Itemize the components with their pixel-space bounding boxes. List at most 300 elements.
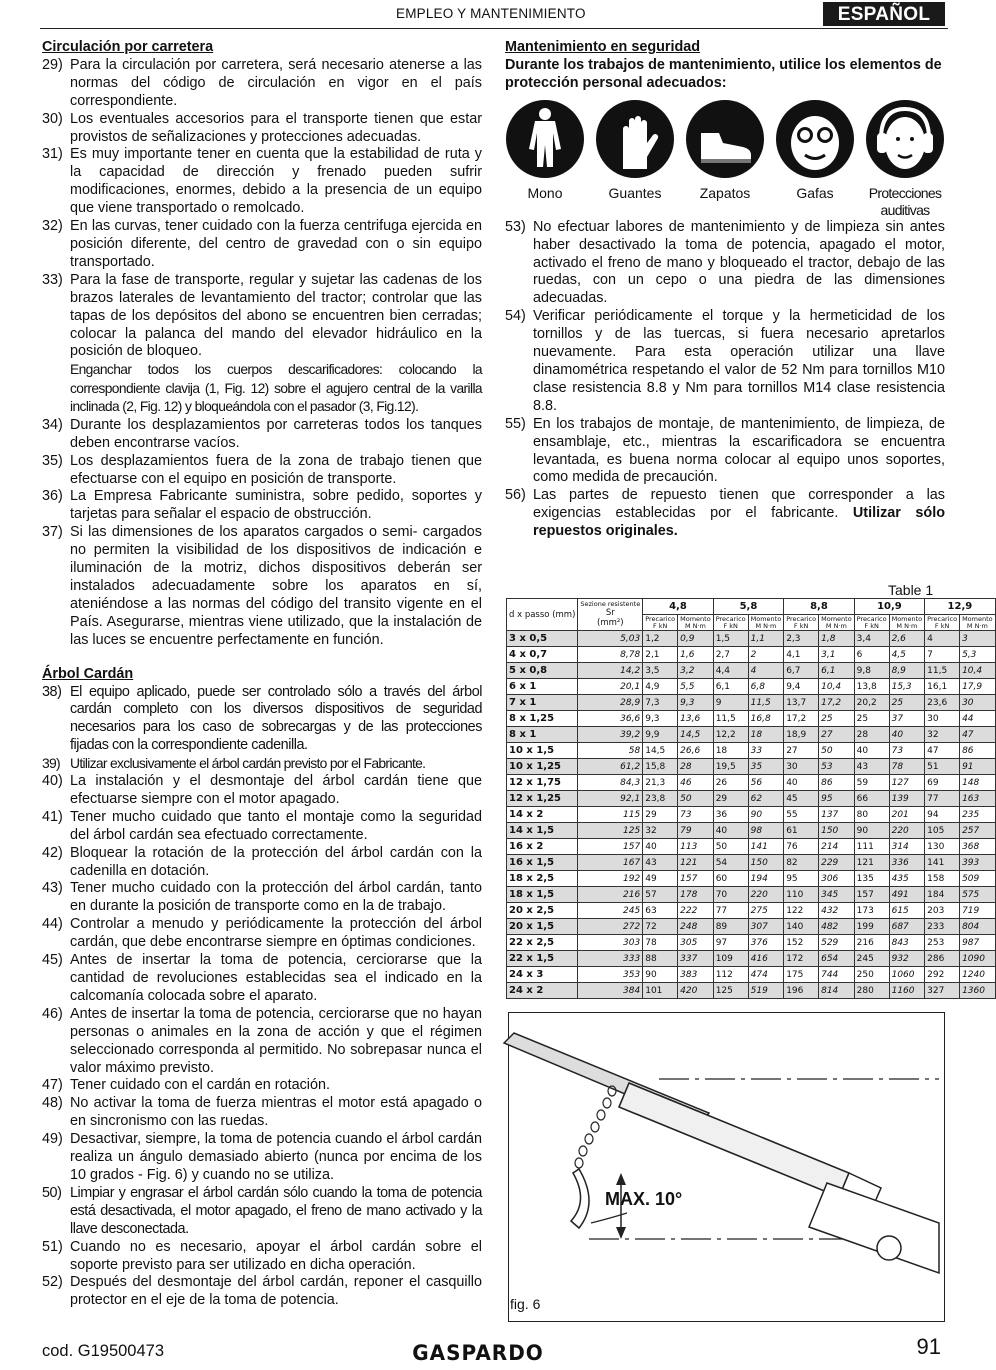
item-30: 30) Los eventuales accesorios para el transporte tienen que estar provistos de señalizaciones y protecciones adecuadas.	[42, 110, 482, 145]
cell-sr: 14,2	[578, 663, 643, 679]
cell-momento: 314	[889, 839, 925, 855]
cell-precarico: 63	[643, 903, 678, 919]
cell-momento: 4,5	[889, 647, 925, 663]
cell-precarico: 9,8	[854, 663, 889, 679]
cell-momento: 1,1	[748, 631, 784, 647]
ppe-coverall	[505, 99, 585, 219]
cell-momento: 491	[889, 887, 925, 903]
language-tab: ESPAÑOL	[823, 2, 945, 26]
cell-precarico: 89	[713, 919, 748, 935]
section-title-maintenance: Mantenimiento en seguridad	[505, 39, 701, 55]
table-row	[507, 807, 996, 823]
cell-momento: 529	[819, 935, 855, 951]
cell-momento: 13,6	[678, 711, 714, 727]
cell-precarico: 29	[713, 791, 748, 807]
cell-sr: 8,78	[578, 647, 643, 663]
max-angle-label: MAX. 10°	[605, 1189, 683, 1209]
item-38: 38) El equipo aplicado, puede ser controlado sólo a través del árbol cardán completo con los diversos dispositivos de seguridad necesarios para los caso de sobrecargas y de las protecciones fijadas con la correspondiente cadenilla.	[42, 683, 482, 754]
cell-precarico: 253	[925, 935, 960, 951]
item-41: 41) Tener mucho cuidado que tanto el montaje como la seguridad del árbol cardán sea efectuado correctamente.	[42, 808, 482, 843]
cell-precarico: 29	[643, 807, 678, 823]
cell-precarico: 36	[713, 807, 748, 823]
cell-momento: 25	[819, 711, 855, 727]
header-title: EMPLEO Y MANTENIMIENTO	[396, 6, 586, 21]
table-row	[507, 839, 996, 855]
subcol-precarico: Precarico F kN	[713, 615, 748, 631]
cell-precarico: 11,5	[713, 711, 748, 727]
table-row	[507, 775, 996, 791]
cell-momento: 843	[889, 935, 925, 951]
cell-precarico: 9,3	[643, 711, 678, 727]
cell-precarico: 25	[854, 711, 889, 727]
cell-precarico: 175	[784, 967, 819, 983]
subcol-precarico: Precarico F kN	[643, 615, 678, 631]
cell-precarico: 15,8	[643, 759, 678, 775]
item-43: 43) Tener mucho cuidado con la protección del árbol cardán, tanto en durante la posición de transporte como en la de trabajo.	[42, 880, 482, 915]
cell-precarico: 43	[643, 855, 678, 871]
cell-precarico: 32	[925, 727, 960, 743]
table-row	[507, 951, 996, 967]
cell-momento: 5,5	[678, 679, 714, 695]
item-39: 39) Utilizar exclusivamente el árbol cardán previsto por el Fabricante.	[42, 755, 426, 772]
cell-precarico: 27	[784, 743, 819, 759]
cell-size: 4 x 0,7	[507, 647, 578, 663]
cell-precarico: 184	[925, 887, 960, 903]
ppe-subhead: Durante los trabajos de mantenimiento, utilice los elementos de protección personal adecuados:	[505, 56, 942, 91]
cell-momento: 73	[678, 807, 714, 823]
item-40: 40) La instalación y el desmontaje del árbol cardán tiene que efectuarse siempre con el motor apagado.	[42, 773, 482, 807]
item-49: 49) Desactivar, siempre, la toma de potencia cuando el árbol cardán realiza un ángulo demasiado abierto (nunca por encima de los 10 grados - Fig. 6) y cuando no se utiliza.	[42, 1131, 482, 1183]
cell-precarico: 30	[925, 711, 960, 727]
cell-momento: 46	[678, 775, 714, 791]
cell-precarico: 292	[925, 967, 960, 983]
shoes-icon	[685, 99, 765, 179]
item-33: 33) Para la fase de transporte, regular y sujetar las cadenas de los brazos laterales de levantamiento del tractor; controlar que las tapas de los depósitos del abono se encuentren bien cerradas; colocar la palanca del mando del elevador hidráulico en la posición de bloqueo.	[42, 271, 482, 360]
cell-size: 16 x 1,5	[507, 855, 578, 871]
cell-momento: 50	[819, 743, 855, 759]
item-35: 35) Los desplazamientos fuera de la zona de trabajo tienen que efectuarse con el equipo en posición de transporte.	[42, 452, 482, 487]
cell-momento: 18	[748, 727, 784, 743]
cell-momento: 148	[960, 775, 996, 791]
cell-precarico: 60	[713, 871, 748, 887]
cell-momento: 79	[678, 823, 714, 839]
cell-momento: 121	[678, 855, 714, 871]
cell-precarico: 9,9	[643, 727, 678, 743]
page-number: 91	[916, 1334, 941, 1359]
cell-momento: 0,9	[678, 631, 714, 647]
cell-momento: 56	[748, 775, 784, 791]
cell-precarico: 14,5	[643, 743, 678, 759]
cell-momento: 17,9	[960, 679, 996, 695]
cell-momento: 6,8	[748, 679, 784, 695]
cell-momento: 78	[889, 759, 925, 775]
class-129: 12,9	[925, 599, 995, 615]
item-51: 51) Cuando no es necesario, apoyar el árbol cardán sobre el soporte previsto para ser utilizado en dicha operación.	[42, 1238, 482, 1273]
item-45: 45) Antes de insertar la toma de potencia, cerciorarse que la cantidad de revoluciones establecidas sea el indicado en la calcomanía colocada sobre el aparato.	[42, 952, 482, 1004]
cell-sr: 333	[578, 951, 643, 967]
cell-precarico: 61	[784, 823, 819, 839]
cell-precarico: 2,1	[643, 647, 678, 663]
table-row	[507, 903, 996, 919]
cell-precarico: 20,2	[854, 695, 889, 711]
cell-size: 16 x 2	[507, 839, 578, 855]
cell-momento: 16,8	[748, 711, 784, 727]
subcol-momento: Momento M N·m	[889, 615, 925, 631]
cell-size: 7 x 1	[507, 695, 578, 711]
cell-precarico: 90	[854, 823, 889, 839]
left-column	[42, 39, 482, 1310]
cell-momento: 337	[678, 951, 714, 967]
cell-precarico: 2,7	[713, 647, 748, 663]
header-rule	[40, 28, 948, 29]
cell-precarico: 97	[713, 935, 748, 951]
coverall-icon	[505, 99, 585, 179]
item-52: 52) Después del desmontaje del árbol cardán, reponer el casquillo protector en el eje de la toma de potencia.	[42, 1274, 482, 1309]
subcol-precarico: Precarico F kN	[784, 615, 819, 631]
cell-momento: 416	[748, 951, 784, 967]
cell-precarico: 11,5	[925, 663, 960, 679]
cell-precarico: 50	[713, 839, 748, 855]
cell-momento: 9,3	[678, 695, 714, 711]
cell-momento: 1090	[960, 951, 996, 967]
cell-precarico: 55	[784, 807, 819, 823]
cell-precarico: 80	[854, 807, 889, 823]
table-row	[507, 871, 996, 887]
cell-sr: 92,1	[578, 791, 643, 807]
item-55: 55) En los trabajos de montaje, de mantenimiento, de limpieza, de ensamblaje, etc., mientras la escarificadora se encuentra levantada, es buena norma colocar al equipo unos soportes, como medida de precaución.	[505, 415, 945, 486]
cell-precarico: 109	[713, 951, 748, 967]
cell-precarico: 280	[854, 983, 889, 999]
cell-sr: 125	[578, 823, 643, 839]
cell-sr: 192	[578, 871, 643, 887]
class-109: 10,9	[854, 599, 924, 615]
cell-momento: 150	[748, 855, 784, 871]
cell-precarico: 94	[925, 807, 960, 823]
cell-momento: 98	[748, 823, 784, 839]
cell-momento: 1240	[960, 967, 996, 983]
cell-precarico: 4	[925, 631, 960, 647]
subcol-momento: Momento M N·m	[960, 615, 996, 631]
cell-momento: 26,6	[678, 743, 714, 759]
ppe-label-coverall: Mono	[527, 184, 563, 201]
right-column	[505, 39, 945, 541]
cell-momento: 804	[960, 919, 996, 935]
cell-momento: 27	[819, 727, 855, 743]
table-row	[507, 823, 996, 839]
cell-precarico: 9	[713, 695, 748, 711]
cell-sr: 58	[578, 743, 643, 759]
ear-protection-icon	[865, 99, 945, 179]
cell-momento: 91	[960, 759, 996, 775]
cell-size: 14 x 2	[507, 807, 578, 823]
cell-precarico: 77	[713, 903, 748, 919]
table-row	[507, 983, 996, 999]
cell-momento: 90	[748, 807, 784, 823]
cell-momento: 1360	[960, 983, 996, 999]
cell-momento: 435	[889, 871, 925, 887]
cell-precarico: 130	[925, 839, 960, 855]
cell-precarico: 26	[713, 775, 748, 791]
cell-precarico: 6	[854, 647, 889, 663]
cell-momento: 474	[748, 967, 784, 983]
cell-momento: 654	[819, 951, 855, 967]
item-36: 36) La Empresa Fabricante suministra, sobre pedido, soportes y tarjetas para señalar el espacio de obstrucción.	[42, 488, 482, 523]
class-58: 5,8	[713, 599, 783, 615]
cell-precarico: 122	[784, 903, 819, 919]
table-row	[507, 919, 996, 935]
item-50: 50) Limpiar y engrasar el árbol cardán sólo cuando la toma de potencia está desactivada, el motor apagado, el freno de mano activado y la llave desconectada.	[42, 1184, 482, 1237]
cell-momento: 220	[889, 823, 925, 839]
cell-sr: 5,03	[578, 631, 643, 647]
cell-momento: 222	[678, 903, 714, 919]
cell-momento: 178	[678, 887, 714, 903]
cell-precarico: 23,8	[643, 791, 678, 807]
maintenance-items	[505, 219, 945, 488]
ppe-icons-row	[505, 99, 945, 219]
cell-momento: 194	[748, 871, 784, 887]
table-row	[507, 743, 996, 759]
cell-precarico: 158	[925, 871, 960, 887]
cell-momento: 10,4	[819, 679, 855, 695]
figure-label: fig. 6	[510, 1296, 541, 1312]
cell-momento: 229	[819, 855, 855, 871]
cell-precarico: 6,1	[713, 679, 748, 695]
cell-size: 24 x 3	[507, 967, 578, 983]
cell-momento: 37	[889, 711, 925, 727]
cell-momento: 368	[960, 839, 996, 855]
cell-precarico: 30	[784, 759, 819, 775]
item-29: 29) Para la circulación por carretera, será necesario atenerse a las normas del código de circulación en vigor en el país correspondiente.	[42, 56, 482, 109]
cell-precarico: 78	[643, 935, 678, 951]
cell-precarico: 54	[713, 855, 748, 871]
goggles-icon	[775, 99, 855, 179]
gaspardo-logo	[412, 1338, 544, 1366]
cell-momento: 307	[748, 919, 784, 935]
cell-precarico: 13,7	[784, 695, 819, 711]
cell-momento: 33	[748, 743, 784, 759]
cell-momento: 150	[819, 823, 855, 839]
cell-momento: 73	[889, 743, 925, 759]
cell-momento: 1,6	[678, 647, 714, 663]
cell-momento: 8,9	[889, 663, 925, 679]
cell-sr: 20,1	[578, 679, 643, 695]
torque-table	[506, 598, 996, 999]
ppe-gloves	[595, 99, 675, 219]
cell-size: 20 x 1,5	[507, 919, 578, 935]
cell-precarico: 12,2	[713, 727, 748, 743]
ppe-label-ear: Protecciones auditivas	[868, 184, 942, 218]
table-row	[507, 935, 996, 951]
cell-momento: 28	[678, 759, 714, 775]
cell-momento: 11,5	[748, 695, 784, 711]
table-row	[507, 967, 996, 983]
table-row	[507, 663, 996, 679]
cell-size: 10 x 1,25	[507, 759, 578, 775]
cell-sr: 61,2	[578, 759, 643, 775]
cell-precarico: 77	[925, 791, 960, 807]
cell-sr: 84,3	[578, 775, 643, 791]
cell-precarico: 1,5	[713, 631, 748, 647]
cell-precarico: 40	[713, 823, 748, 839]
cell-precarico: 32	[643, 823, 678, 839]
road-items	[42, 57, 482, 361]
table-row	[507, 791, 996, 807]
cell-momento: 2	[748, 647, 784, 663]
cell-precarico: 1,2	[643, 631, 678, 647]
item-53: 53) No efectuar labores de mantenimiento y de limpieza sin antes haber desactivado la toma de potencia, apagado el motor, activado el freno de mano y bloqueado el tractor, debajo de las ruedas, con un cepo o una piedra de las dimensiones adecuadas.	[505, 218, 945, 307]
cell-momento: 575	[960, 887, 996, 903]
cell-momento: 141	[748, 839, 784, 855]
table-row	[507, 759, 996, 775]
item-34: 34) Durante los desplazamientos por carreteras todos los tanques deben encontrarse vacíos.	[42, 416, 482, 451]
cell-precarico: 203	[925, 903, 960, 919]
cell-precarico: 82	[784, 855, 819, 871]
cell-precarico: 70	[713, 887, 748, 903]
cell-precarico: 216	[854, 935, 889, 951]
cell-momento: 14,5	[678, 727, 714, 743]
cardan-items	[42, 684, 482, 1311]
cell-momento: 220	[748, 887, 784, 903]
cell-precarico: 40	[643, 839, 678, 855]
cell-precarico: 23,6	[925, 695, 960, 711]
svg-text:GASPARDO: GASPARDO	[412, 1340, 544, 1366]
doc-code: cod. G19500473	[42, 1342, 165, 1360]
cell-size: 18 x 1,5	[507, 887, 578, 903]
cell-precarico: 199	[854, 919, 889, 935]
cell-precarico: 51	[925, 759, 960, 775]
cell-momento: 25	[889, 695, 925, 711]
cell-momento: 62	[748, 791, 784, 807]
cell-sr: 216	[578, 887, 643, 903]
cell-momento: 137	[819, 807, 855, 823]
note-33: Enganchar todos los cuerpos descarificadores: colocando la correspondiente clavija (1, Fig. 12) sobre el agujero central de la varilla inclinada (2, Fig. 12) y bloqueándola con el pasador (3, Fig.12).	[70, 362, 482, 415]
cell-precarico: 40	[784, 775, 819, 791]
ppe-label-gloves: Guantes	[608, 184, 662, 201]
cell-momento: 86	[819, 775, 855, 791]
cell-precarico: 21,3	[643, 775, 678, 791]
cell-momento: 275	[748, 903, 784, 919]
cell-precarico: 111	[854, 839, 889, 855]
cell-precarico: 6,7	[784, 663, 819, 679]
subcol-momento: Momento M N·m	[819, 615, 855, 631]
section-title-cardan: Árbol Cardán	[42, 665, 134, 682]
cell-momento: 376	[748, 935, 784, 951]
cell-precarico: 152	[784, 935, 819, 951]
cell-momento: 6,1	[819, 663, 855, 679]
cell-momento: 40	[889, 727, 925, 743]
cell-sr: 384	[578, 983, 643, 999]
cell-sr: 245	[578, 903, 643, 919]
cell-size: 22 x 1,5	[507, 951, 578, 967]
cell-momento: 615	[889, 903, 925, 919]
cell-momento: 44	[960, 711, 996, 727]
cell-precarico: 95	[784, 871, 819, 887]
cell-precarico: 121	[854, 855, 889, 871]
cell-precarico: 245	[854, 951, 889, 967]
item-32: 32) En las curvas, tener cuidado con la fuerza centrifuga ejercida en posición diferente, del centro de gravedad con o sin equipo transportado.	[42, 218, 482, 270]
cell-precarico: 76	[784, 839, 819, 855]
cell-sr: 115	[578, 807, 643, 823]
cell-momento: 420	[678, 983, 714, 999]
cell-precarico: 135	[854, 871, 889, 887]
cell-precarico: 250	[854, 967, 889, 983]
cell-momento: 814	[819, 983, 855, 999]
ppe-label-goggles: Gafas	[796, 184, 834, 201]
cell-momento: 113	[678, 839, 714, 855]
table-row	[507, 679, 996, 695]
cell-momento: 35	[748, 759, 784, 775]
subcol-momento: Momento M N·m	[748, 615, 784, 631]
item-54: 54) Verificar periódicamente el torque y la hermeticidad de los tornillos y de las tuercas, si fuera necesario apretarlos nuevamente. Para esta operación utilizar una llave dinamométrica respetando el valor de 52 Nm para tornillos M10 clase resistencia 8.8 y Nm para tornillos M14 clase resistencia 8.8.	[505, 308, 945, 414]
cell-precarico: 101	[643, 983, 678, 999]
cell-momento: 50	[678, 791, 714, 807]
cell-momento: 163	[960, 791, 996, 807]
cell-size: 18 x 2,5	[507, 871, 578, 887]
cell-momento: 336	[889, 855, 925, 871]
cell-precarico: 16,1	[925, 679, 960, 695]
cell-momento: 1060	[889, 967, 925, 983]
cell-momento: 383	[678, 967, 714, 983]
cell-precarico: 45	[784, 791, 819, 807]
cell-precarico: 105	[925, 823, 960, 839]
cell-momento: 127	[889, 775, 925, 791]
cell-momento: 345	[819, 887, 855, 903]
item-31: 31) Es muy importante tener en cuenta que la estabilidad de ruta y la capacidad de dirección y frenado pueden sufrir modificaciones, enormes, debido a la presencia de un equipo que viene transportado o remolcado.	[42, 146, 482, 217]
ppe-ear	[865, 99, 945, 219]
cell-size: 6 x 1	[507, 679, 578, 695]
cell-precarico: 4,9	[643, 679, 678, 695]
item-37: 37) Si las dimensiones de los aparatos cargados o semi- cargados no permiten la visibilidad de los dispositivos de indicación e iluminación de la motriz, dichos dispositivos deberán ser instalados adecuadamente sobre los aparatos en sí, ateniéndose a las normas del código del transito vigente en el País. Asegurarse, mientras viene utilizado, que la instalación de las luces se encuentre perfectamente en función.	[42, 524, 482, 648]
cell-precarico: 88	[643, 951, 678, 967]
cell-precarico: 47	[925, 743, 960, 759]
cell-precarico: 112	[713, 967, 748, 983]
subcol-precarico: Precarico F kN	[925, 615, 960, 631]
cell-sr: 157	[578, 839, 643, 855]
cell-precarico: 233	[925, 919, 960, 935]
cell-momento: 2,6	[889, 631, 925, 647]
table-row	[507, 711, 996, 727]
cell-precarico: 17,2	[784, 711, 819, 727]
cell-precarico: 141	[925, 855, 960, 871]
cell-momento: 393	[960, 855, 996, 871]
cell-precarico: 19,5	[713, 759, 748, 775]
cell-sr: 28,9	[578, 695, 643, 711]
cell-momento: 53	[819, 759, 855, 775]
cell-size: 24 x 2	[507, 983, 578, 999]
cell-sr: 167	[578, 855, 643, 871]
item-46: 46) Antes de insertar la toma de potencia, cerciorarse que no hayan personas o animales en la zona de acción y que el régimen seleccionado corresponda al permitido. No sobrepasar nunca el valor máximo previsto.	[42, 1005, 482, 1076]
cell-precarico: 18	[713, 743, 748, 759]
cell-sr: 39,2	[578, 727, 643, 743]
cell-precarico: 90	[643, 967, 678, 983]
table-row	[507, 647, 996, 663]
cell-precarico: 3,5	[643, 663, 678, 679]
cell-precarico: 140	[784, 919, 819, 935]
col-d-passo: d x passo (mm)	[507, 599, 578, 631]
cell-precarico: 59	[854, 775, 889, 791]
cardan-shaft-illustration	[509, 1013, 944, 1321]
cell-precarico: 286	[925, 951, 960, 967]
table-row	[507, 887, 996, 903]
cell-size: 8 x 1	[507, 727, 578, 743]
item-44: 44) Controlar a menudo y periódicamente la protección del árbol cardán, que debe encontrarse siempre en óptimas condiciones.	[42, 916, 482, 951]
cell-size: 10 x 1,5	[507, 743, 578, 759]
cell-momento: 305	[678, 935, 714, 951]
road-items-2	[42, 417, 482, 650]
subcol-precarico: Precarico F kN	[854, 615, 889, 631]
item-47: 47) Tener cuidado con el cardán en rotación.	[42, 1077, 331, 1094]
cell-precarico: 13,8	[854, 679, 889, 695]
